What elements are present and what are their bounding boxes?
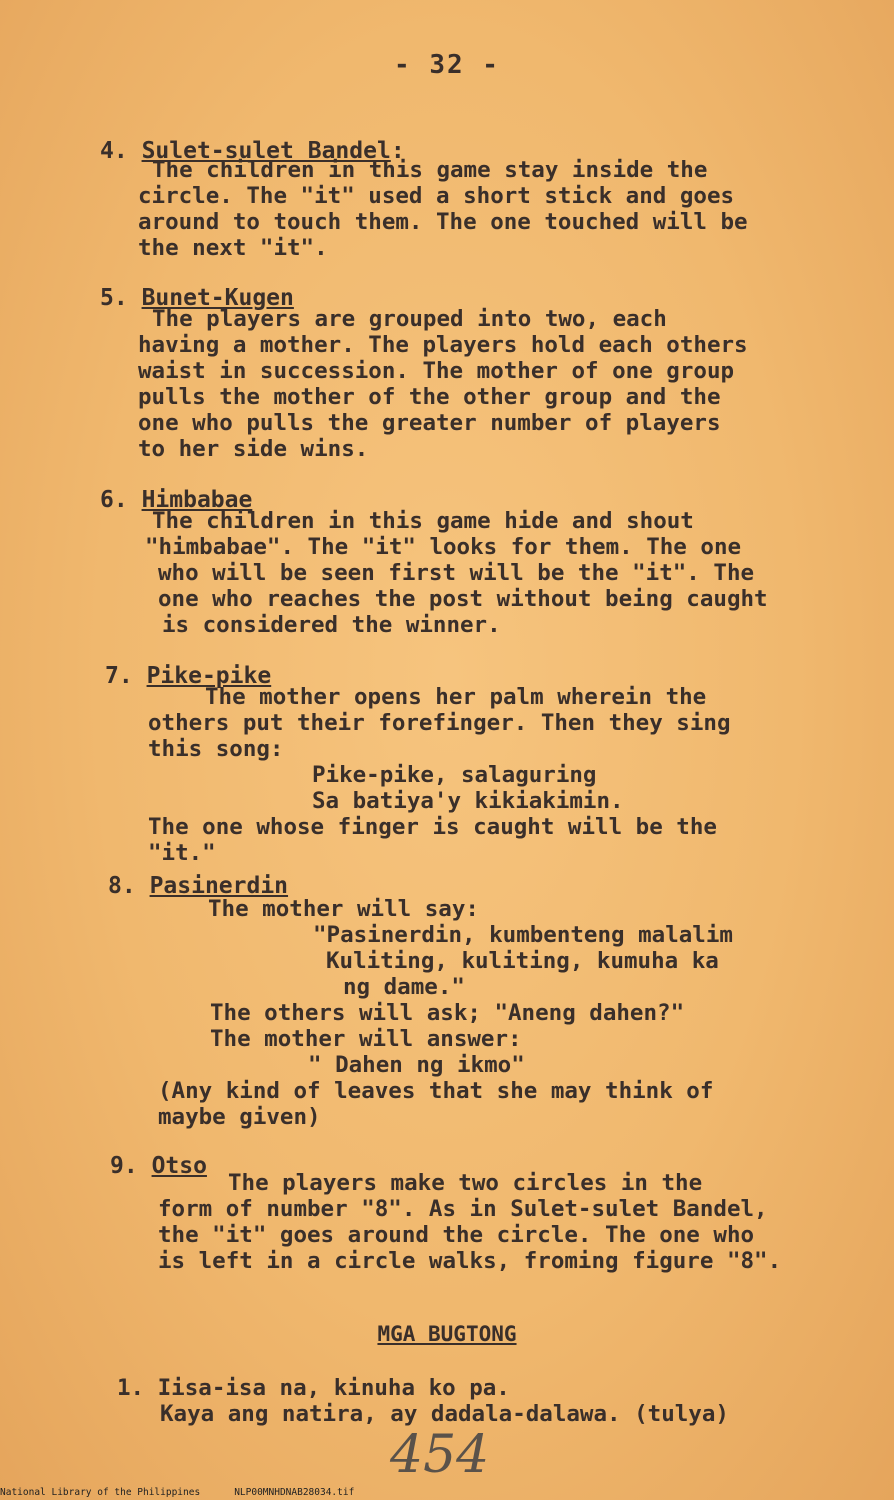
text-line: The players are grouped into two, each <box>152 306 667 332</box>
item-number: 5. <box>100 285 128 311</box>
text-line: The children in this game hide and shout <box>152 508 694 534</box>
text-line: The players make two circles in the <box>228 1170 703 1196</box>
item-title: Sulet-sulet Bandel <box>141 138 391 164</box>
handwritten-page-number: 454 <box>390 1425 490 1485</box>
text-line: maybe given) <box>158 1104 321 1130</box>
game-item: 4. Sulet-sulet Bandel: The children in this game stay inside the circle. The "it" used a short stick and goes around to touch them. The one touched will be the next "it". <box>100 135 840 261</box>
text-line: one who pulls the greater number of players <box>138 410 721 436</box>
game-item <box>108 870 848 1130</box>
riddle-item <box>117 1375 857 1427</box>
item-number: 6. <box>100 487 128 513</box>
page-number: - 32 - <box>394 50 500 80</box>
song-line: Pike-pike, salaguring <box>312 762 597 788</box>
item-number: 4. <box>100 138 128 164</box>
item-title: Himbabae <box>141 487 253 513</box>
text-line: to her side wins. <box>138 436 369 462</box>
text-line: others put their forefinger. Then they sing <box>148 710 731 736</box>
text-line: (Any kind of leaves that she may think of <box>158 1078 714 1104</box>
text-line: the next "it". <box>138 235 328 261</box>
verse-line: " Dahen ng ikmo" <box>308 1052 525 1078</box>
text-line: "himbabae". The "it" looks for them. The one <box>145 534 742 560</box>
text-line: the "it" goes around the circle. The one who <box>158 1222 755 1248</box>
item-title: Pasinerdin <box>149 873 289 899</box>
text-line: around to touch them. The one touched will be <box>138 209 748 235</box>
game-item <box>110 1150 850 1274</box>
text-line: The mother will answer: <box>210 1026 522 1052</box>
item-number: 1. <box>117 1375 145 1401</box>
text-line: circle. The "it" used a short stick and goes <box>138 183 735 209</box>
item-number: 9. <box>110 1153 138 1179</box>
text-line: The children in this game stay inside the <box>152 157 708 183</box>
song-line: Sa batiya'y kikiakimin. <box>312 788 624 814</box>
text-line: one who reaches the post without being caught <box>158 586 768 612</box>
item-title: Pike-pike <box>146 663 272 689</box>
verse-line: "Pasinerdin, kumbenteng malalim <box>313 922 733 948</box>
text-line: The others will ask; "Aneng dahen?" <box>210 1000 685 1026</box>
text-line: The mother will say: <box>208 896 479 922</box>
verse-line: Kuliting, kuliting, kumuha ka <box>326 948 719 974</box>
text-line: form of number "8". As in Sulet-sulet Bandel, <box>158 1196 768 1222</box>
text-line: The one whose finger is caught will be the <box>148 814 717 840</box>
text-line: waist in succession. The mother of one group <box>138 358 735 384</box>
game-item <box>100 282 840 462</box>
text-line: this song: <box>148 736 284 762</box>
library-name: National Library of the Philippines <box>0 1487 201 1498</box>
game-item <box>100 484 840 638</box>
item-number: 8. <box>108 873 136 899</box>
item-title: Bunet-Kugen <box>141 285 294 311</box>
section-heading: MGA BUGTONG <box>377 1322 517 1346</box>
text-line: who will be seen first will be the "it". The <box>158 560 755 586</box>
riddle-line: Kaya ang natira, ay dadala-dalawa. (tulya) <box>160 1401 729 1427</box>
riddle-line: Iisa-isa na, kinuha ko pa. <box>157 1375 510 1401</box>
text-line: The mother opens her palm wherein the <box>205 684 707 710</box>
verse-line: ng dame." <box>343 974 465 1000</box>
game-item <box>105 660 845 866</box>
item-number: 7. <box>105 663 133 689</box>
file-name: NLP00MNHDNAB28034.tif <box>234 1487 355 1498</box>
text-line: is left in a circle walks, froming figure "8". <box>158 1248 782 1274</box>
text-line: "it." <box>148 840 216 866</box>
text-line: having a mother. The players hold each others <box>138 332 748 358</box>
item-title: Otso <box>151 1153 207 1179</box>
text-line: is considered the winner. <box>162 612 501 638</box>
text-line: pulls the mother of the other group and the <box>138 384 721 410</box>
scan-footer <box>0 1487 388 1498</box>
